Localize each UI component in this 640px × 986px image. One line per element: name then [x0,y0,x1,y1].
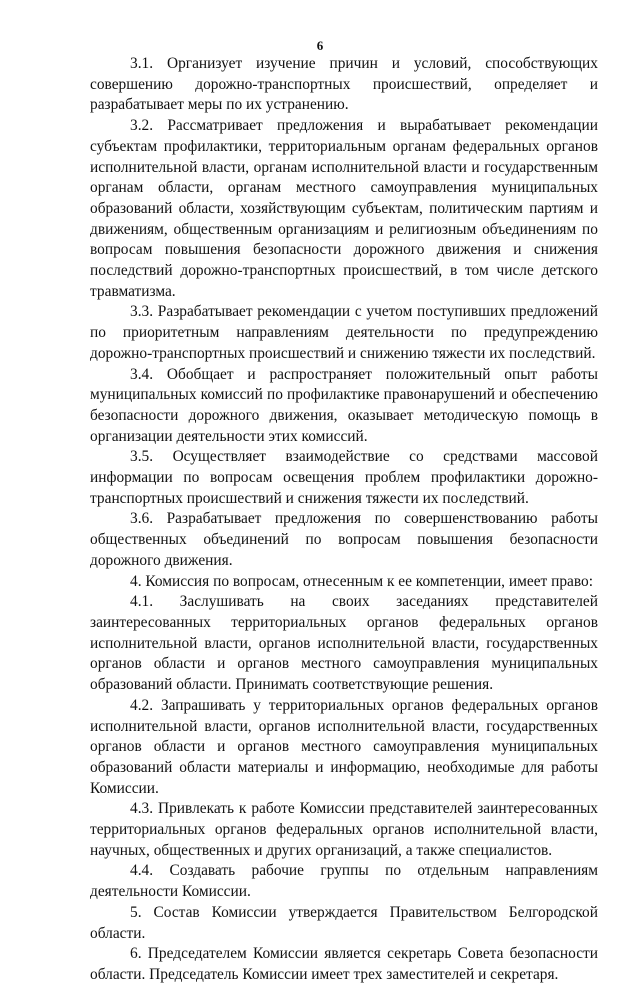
paragraph-3-2: 3.2. Рассматривает предложения и вырабатывает рекомендации субъектам профилактики, территориальным органам федеральных органов исполнительной власти, органам исполнительной власти и государственным органам области, органам местного самоуправления муниципальных образований области, хозяйствующим субъектам, политическим партиям и движениям, общественным организациям и религиозным объединениям по вопросам повышения безопасности дорожного движения и снижения последствий дорожно-транспортных происшествий, в том числе детского травматизма. [90,117,598,300]
paragraph-3-4: 3.4. Обобщает и распространяет положительный опыт работы муниципальных комиссий по профилактике правонарушений и обеспечению безопасности дорожного движения, оказывает методическую помощь в организации деятельности этих комиссий. [90,365,598,445]
paragraph-5: 5. Состав Комиссии утверждается Правительством Белгородской области. [90,903,598,942]
paragraph-4-2: 4.2. Запрашивать у территориальных органов федеральных органов исполнительной власти, органов исполнительной власти, государственных органов области и органов местного самоуправления муниципальных образований области материалы и информацию, необходимые для работы Комиссии. [90,696,598,797]
page-number: 6 [316,38,324,53]
paragraph-3-5: 3.5. Осуществляет взаимодействие со средствами массовой информации по вопросам освещения проблем профилактики дорожно-транспортных происшествий и снижения тяжести их последствий. [90,448,598,507]
paragraph-3-1: 3.1. Организует изучение причин и условий, способствующих совершению дорожно-транспортных происшествий, определяет и разрабатывает меры по их устранению. [90,55,598,114]
paragraph-4-4: 4.4. Создавать рабочие группы по отдельным направлениям деятельности Комиссии. [90,862,598,901]
paragraph-4-3: 4.3. Привлекать к работе Комиссии представителей заинтересованных территориальных органов федеральных органов исполнительной власти, научных, общественных и других организаций, а также специалистов. [90,800,598,859]
paragraph-3-6: 3.6. Разрабатывает предложения по совершенствованию работы общественных объединений по вопросам повышения безопасности дорожного движения. [90,510,598,569]
document-body [90,54,598,986]
paragraph-6: 6. Председателем Комиссии является секретарь Совета безопасности области. Председатель Комиссии имеет трех заместителей и секретаря. [90,945,598,983]
paragraph-4: 4. Комиссия по вопросам, отнесенным к ее компетенции, имеет право: [130,572,593,590]
paragraph-3-3: 3.3. Разрабатывает рекомендации с учетом поступивших предложений по приоритетным направлениям деятельности по предупреждению дорожно-транспортных происшествий и снижению тяжести их последствий. [90,303,598,362]
paragraph-4-1: 4.1. Заслушивать на своих заседаниях представителей заинтересованных территориальных органов федеральных органов исполнительной власти, органов исполнительной власти, государственных органов области и органов местного самоуправления муниципальных образований области. Принимать соответствующие решения. [90,593,598,694]
